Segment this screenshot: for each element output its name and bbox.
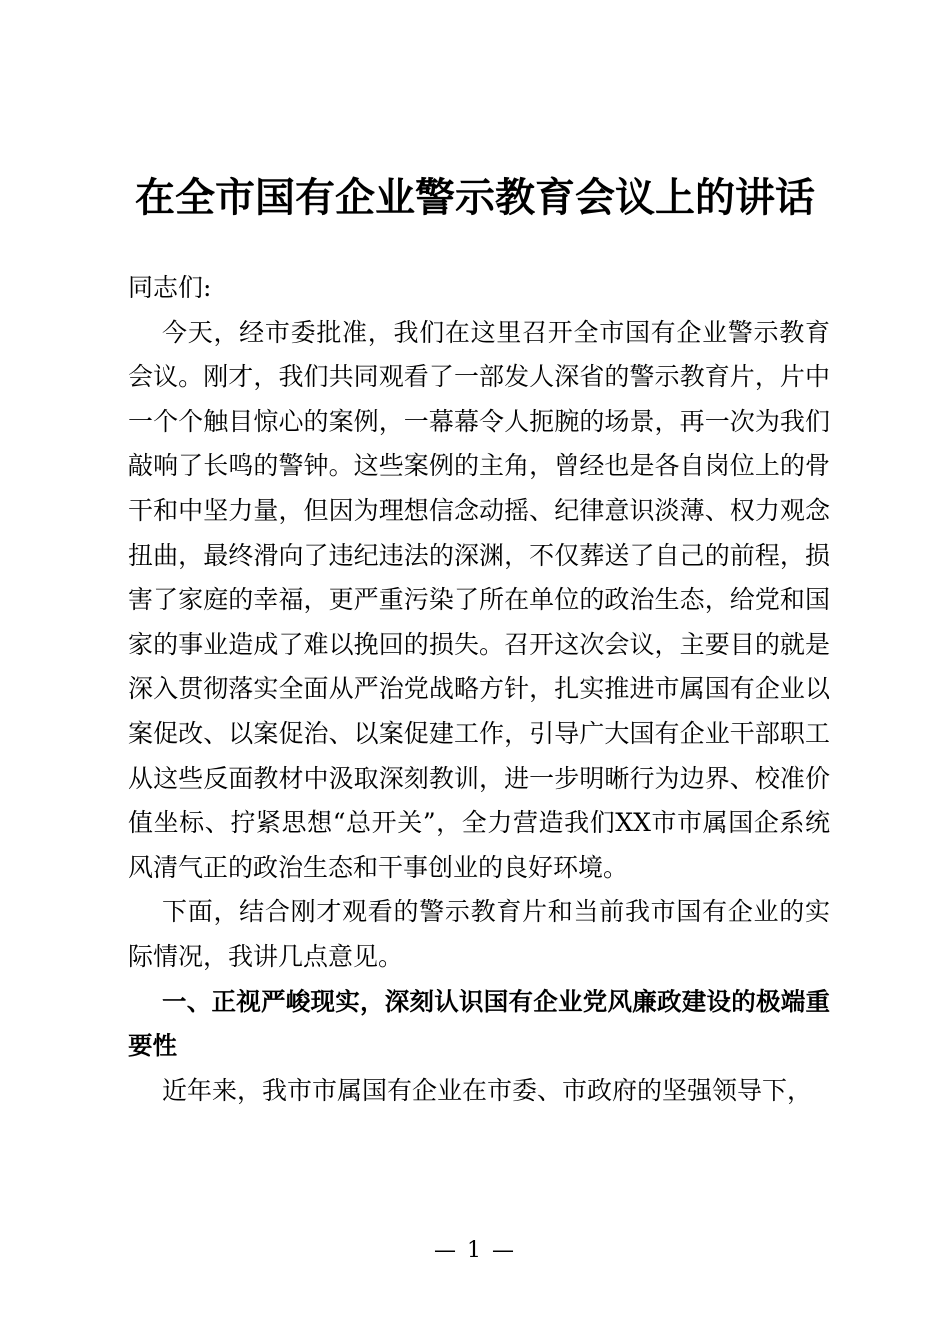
section-heading: 一、正视严峻现实，深刻认识国有企业党风廉政建设的极端重要性 [128, 986, 830, 1061]
document-title: 在全市国有企业警示教育会议上的讲话 [135, 175, 815, 221]
paragraph-intro: 今天，经市委批准，我们在这里召开全市国有企业警示教育会议。刚才，我们共同观看了一部发人深省的警示教育片，片中一个个触目惊心的案例，一幕幕令人扼腕的场景，再一次为我们敲响了长鸣的警钟。这些案例的主角，曾经也是各自岗位上的骨干和中坚力量，但因为理想信念动摇、纪律意识淡薄、权力观念扭曲，最终滑向了违纪违法的深渊，不仅葬送了自己的前程，损害了家庭的幸福，更严重污染了所在单位的政治生态，给党和国家的事业造成了难以挽回的损失。召开这次会议，主要目的就是深入贯彻落实全面从严治党战略方针，扎实推进市属国有企业以案促改、以案促治、以案促建工作，引导广大国有企业干部职工从这些反面教材中汲取深刻教训，进一步明晰行为边界、校准价值坐标、拧紧思想“总开关”，全力营造我们XX市市属国企系统风清气正的政治生态和干事创业的良好环境。 [128, 317, 830, 882]
page-number: — 1 — [434, 1238, 516, 1263]
salutation: 同志们: [128, 273, 212, 302]
paragraph-section-start: 近年来，我市市属国有企业在市委、市政府的坚强领导下， [162, 1075, 813, 1105]
paragraph-transition: 下面，结合刚才观看的警示教育片和当前我市国有企业的实际情况，我讲几点意见。 [128, 897, 830, 971]
document-body [128, 266, 830, 1113]
